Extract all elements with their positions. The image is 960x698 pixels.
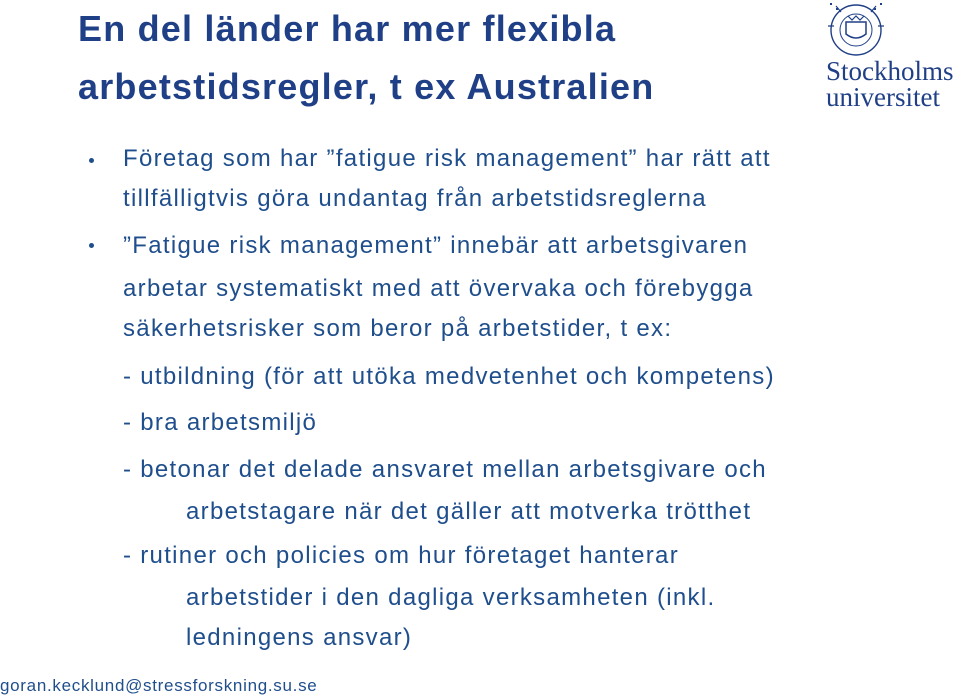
sub-item-ansvar-line-1: - betonar det delade ansvaret mellan arbetsgivare och	[123, 456, 767, 483]
bullet-icon	[86, 155, 96, 165]
sub-item-utbildning: - utbildning (för att utöka medvetenhet och kompetens)	[123, 363, 775, 390]
sub-item-rutiner-line-3: ledningens ansvar)	[186, 624, 413, 651]
bullet-2-line-3: säkerhetsrisker som beror på arbetstider, t ex:	[123, 315, 673, 342]
sub-item-rutiner-line-1: - rutiner och policies om hur företaget hanterar	[123, 542, 679, 569]
slide-title-line-2: arbetstidsregler, t ex Australien	[78, 66, 655, 107]
slide-title-line-1: En del länder har mer flexibla	[78, 8, 617, 49]
sub-item-rutiner-line-2: arbetstider i den dagliga verksamheten (inkl.	[186, 584, 716, 611]
footer-email[interactable]: goran.kecklund@stressforskning.su.se	[0, 676, 318, 695]
bullet-2-line-1: ”Fatigue risk management” innebär att arbetsgivaren	[123, 232, 749, 259]
bullet-1-line-2: tillfälligtvis göra undantag från arbetstidsreglerna	[123, 185, 707, 212]
logo-text-stockholms: Stockholms	[826, 56, 954, 86]
bullet-2-line-2: arbetar systematiskt med att övervaka och förebygga	[123, 275, 754, 302]
bullet-icon	[86, 240, 96, 250]
bullet-1-line-1: Företag som har ”fatigue risk management” har rätt att	[123, 145, 771, 172]
sub-item-arbetsmiljo: - bra arbetsmiljö	[123, 409, 318, 436]
logo-text-universitet: universitet	[826, 82, 940, 112]
sub-item-ansvar-line-2: arbetstagare när det gäller att motverka trötthet	[186, 498, 752, 525]
